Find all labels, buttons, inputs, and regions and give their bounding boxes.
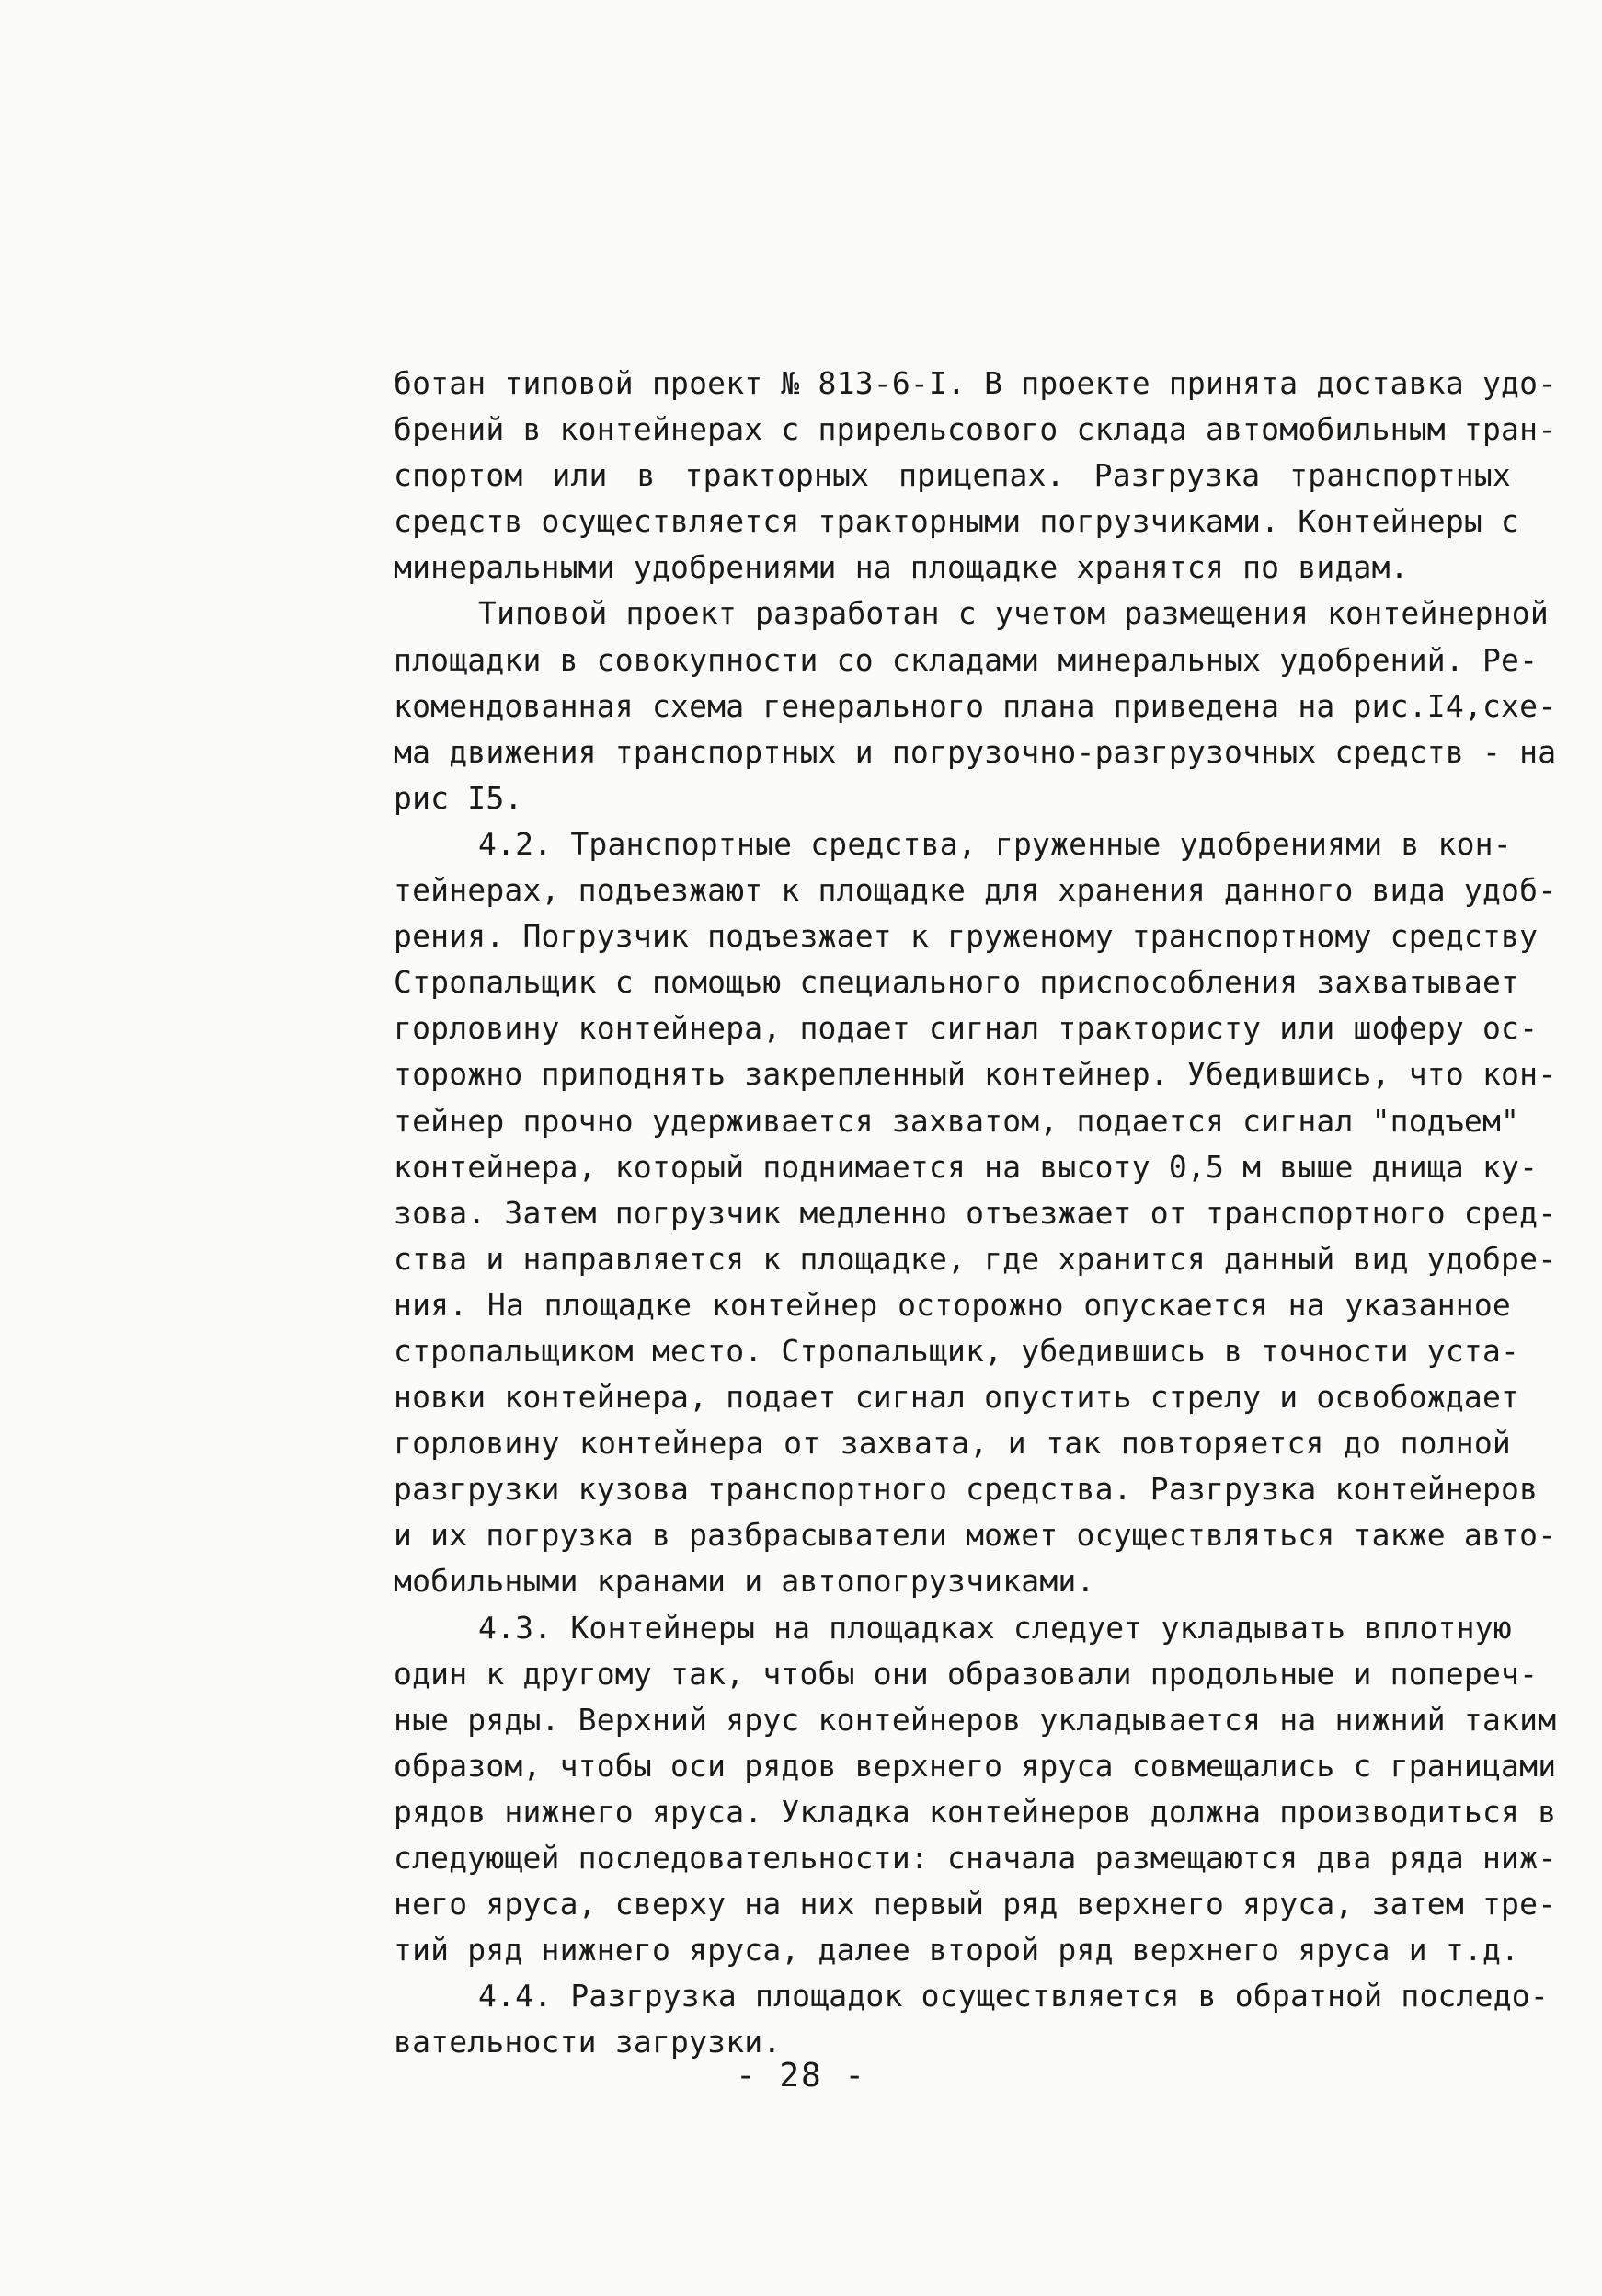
text-line: зова. Затем погрузчик медленно отъезжает от транспортного сред- xyxy=(394,1194,1557,1231)
text-line: разгрузки кузова транспортного средства. Разгрузка контейнеров xyxy=(394,1471,1539,1508)
text-line: 4.4. Разгрузка площадок осуществляется в обратной последо- xyxy=(478,1978,1549,2015)
text-line: образом, чтобы оси рядов верхнего яруса совмещались с границами xyxy=(394,1747,1557,1784)
text-line: и их погрузка в разбрасыватели может осуществляться также авто- xyxy=(394,1517,1557,1554)
text-line: ства и направляется к площадке, где хранится данный вид удобре- xyxy=(394,1240,1557,1277)
text-line: ма движения транспортных и погрузочно-разгрузочных средств - на xyxy=(394,733,1557,770)
text-line: следующей последовательности: сначала размещаются два ряда ниж- xyxy=(394,1840,1557,1876)
text-line: Стропальщик с помощью специального приспособления захватывает xyxy=(394,964,1520,1001)
text-line: торожно приподнять закрепленный контейнер. Убедившись, что кон- xyxy=(394,1056,1557,1093)
text-line: тейнерах, подъезжают к площадке для хранения данного вида удоб- xyxy=(394,872,1557,909)
text-line: мобильными кранами и автопогрузчиками. xyxy=(394,1563,1095,1600)
text-line: минеральными удобрениями на площадке хранятся по видам. xyxy=(394,549,1409,586)
text-line: рения. Погрузчик подъезжает к груженому транспортному средству xyxy=(394,918,1539,955)
text-line: 4.2. Транспортные средства, груженные удобрениями в кон- xyxy=(478,825,1512,862)
page-number: - 28 - xyxy=(735,2057,867,2095)
text-line: комендованная схема генерального плана приведена на рис.І4,схе- xyxy=(394,687,1557,724)
text-line: ботан типовой проект № 813-6-І. В проекте принята доставка удо- xyxy=(394,365,1557,401)
text-line: вательности загрузки. xyxy=(394,2024,782,2061)
text-line: спортом или в тракторных прицепах. Разгрузка транспортных xyxy=(394,457,1511,494)
text-line: ные ряды. Верхний ярус контейнеров укладывается на нижний таким xyxy=(394,1701,1557,1738)
text-line: тий ряд нижнего яруса, далее второй ряд верхнего яруса и т.д. xyxy=(394,1932,1520,1969)
text-line: Типовой проект разработан с учетом размещения контейнерной xyxy=(478,595,1549,632)
text-line: брений в контейнерах с прирельсового склада автомобильным тран- xyxy=(394,411,1557,448)
text-line: горловину контейнера от захвата, и так повторяется до полной xyxy=(394,1425,1511,1462)
text-line: стропальщиком место. Стропальщик, убедившись в точности уста- xyxy=(394,1332,1520,1369)
text-line: средств осуществляется тракторными погрузчиками. Контейнеры с xyxy=(394,503,1520,540)
text-line: контейнера, который поднимается на высоту 0,5 м выше днища ку- xyxy=(394,1148,1539,1185)
text-line: него яруса, сверху на них первый ряд верхнего яруса, затем тре- xyxy=(394,1886,1557,1923)
text-line: тейнер прочно удерживается захватом, подается сигнал "подъем" xyxy=(394,1102,1520,1139)
body-text xyxy=(394,361,1557,2065)
text-line: ния. На площадке контейнер осторожно опускается на указанное xyxy=(394,1286,1511,1323)
text-line: новки контейнера, подает сигнал опустить стрелу и освобождает xyxy=(394,1379,1520,1416)
text-line: рис І5. xyxy=(394,779,523,816)
text-line: один к другому так, чтобы они образовали продольные и попереч- xyxy=(394,1655,1539,1692)
text-line: площадки в совокупности со складами минеральных удобрений. Ре- xyxy=(394,641,1539,678)
text-line: горловину контейнера, подает сигнал трактористу или шоферу ос- xyxy=(394,1010,1539,1047)
text-line: рядов нижнего яруса. Укладка контейнеров должна производиться в xyxy=(394,1793,1557,1830)
text-line: 4.3. Контейнеры на площадках следует укладывать вплотную xyxy=(478,1609,1512,1646)
